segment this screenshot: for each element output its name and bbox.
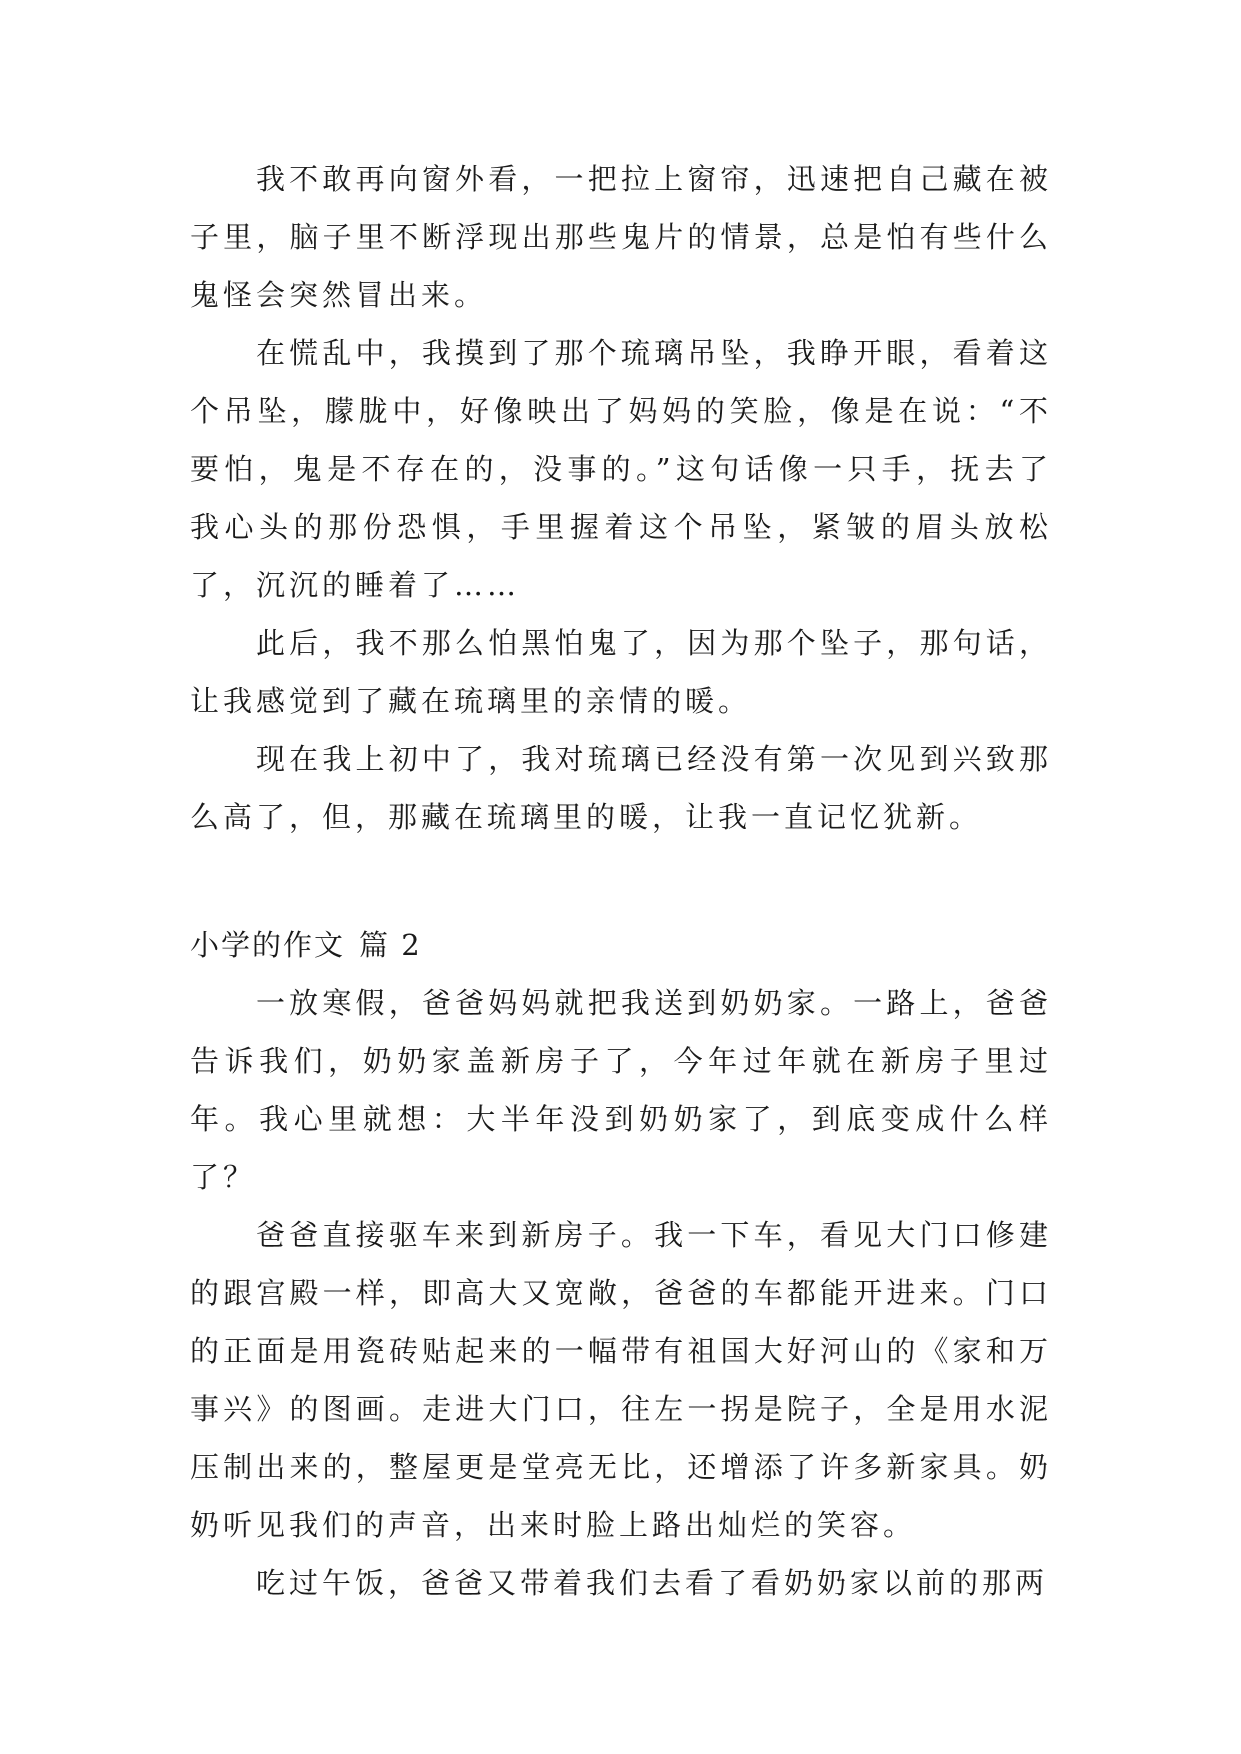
paragraph: 我不敢再向窗外看，一把拉上窗帘，迅速把自己藏在被子里，脑子里不断浮现出那些鬼片的情景，总是怕有些什么鬼怪会突然冒出来。 bbox=[190, 162, 1052, 312]
paragraph: 在慌乱中，我摸到了那个琉璃吊坠，我睁开眼，看着这个吊坠，朦胧中，好像映出了妈妈的笑脸，像是在说：“不要怕，鬼是不存在的，没事的。”这句话像一只手，抚去了我心头的那份恐惧，手里握着这个吊坠，紧皱的眉头放松了，沉沉的睡着了…… bbox=[190, 336, 1052, 602]
paragraph: 爸爸直接驱车来到新房子。我一下车，看见大门口修建的跟宫殿一样，即高大又宽敞，爸爸的车都能开进来。门口的正面是用瓷砖贴起来的一幅带有祖国大好河山的《家和万事兴》的图画。走进大门口，往左一拐是院子，全是用水泥压制出来的，整屋更是堂亮无比，还增添了许多新家具。奶奶听见我们的声音，出来时脸上路出灿烂的笑容。 bbox=[190, 1218, 1052, 1542]
paragraph: 吃过午饭，爸爸又带着我们去看了看奶奶家以前的那两 bbox=[256, 1566, 1049, 1600]
paragraph: 一放寒假，爸爸妈妈就把我送到奶奶家。一路上，爸爸告诉我们，奶奶家盖新房子了，今年过年就在新房子里过年。我心里就想：大半年没到奶奶家了，到底变成什么样了？ bbox=[190, 986, 1052, 1194]
paragraph: 现在我上初中了，我对琉璃已经没有第一次见到兴致那么高了，但，那藏在琉璃里的暖，让我一直记忆犹新。 bbox=[190, 742, 1052, 834]
section-title: 小学的作文 bbox=[190, 928, 346, 962]
section-number: 篇 2 bbox=[359, 928, 422, 962]
paragraph: 此后，我不那么怕黑怕鬼了，因为那个坠子，那句话，让我感觉到了藏在琉璃里的亲情的暖。 bbox=[190, 626, 1052, 718]
document-page bbox=[190, 150, 1052, 1612]
section-heading bbox=[190, 916, 1052, 974]
